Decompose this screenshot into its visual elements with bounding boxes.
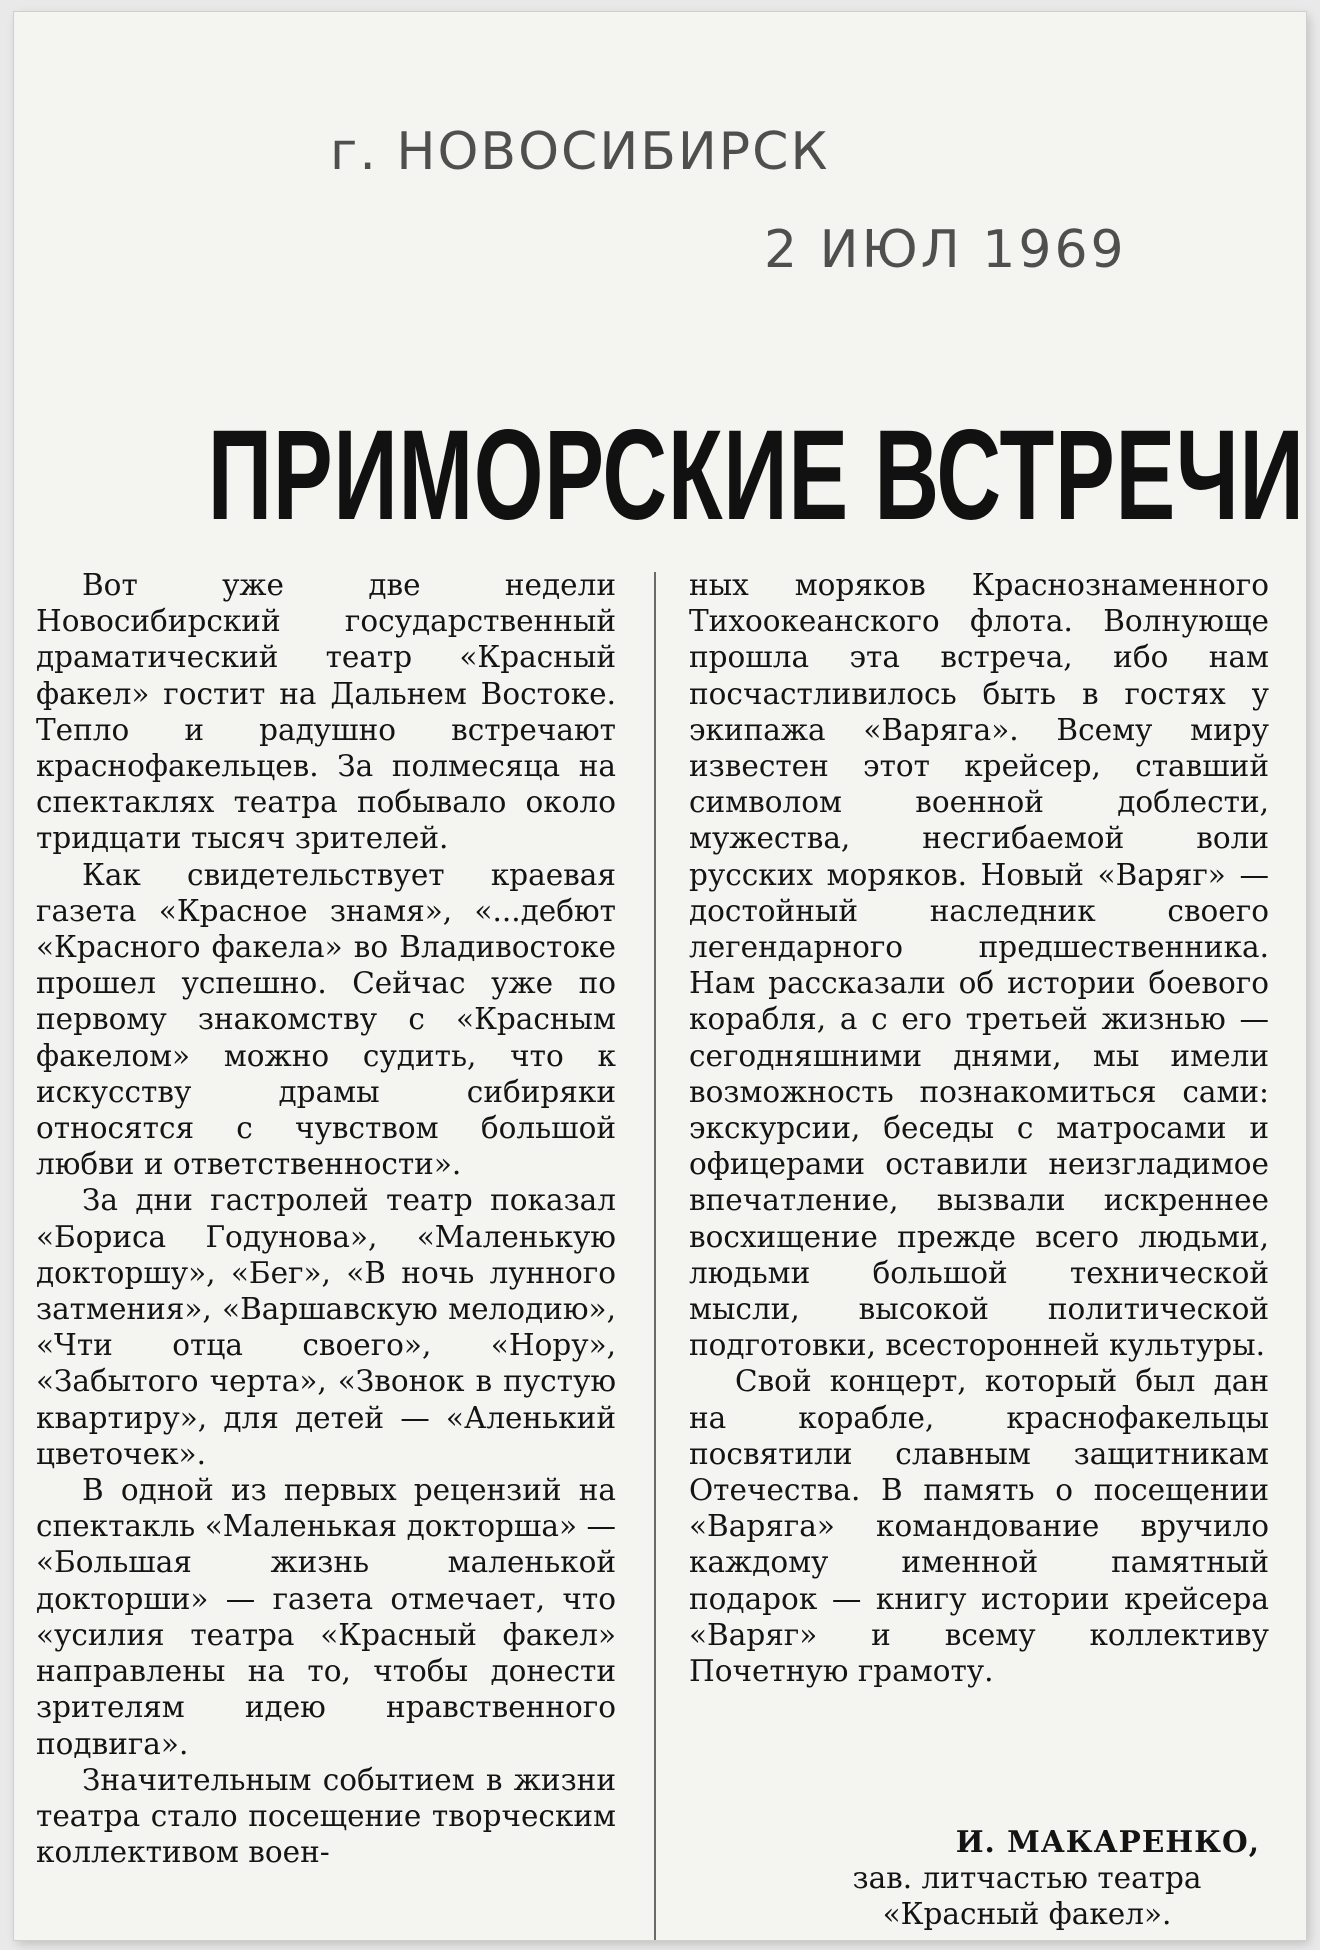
article-left-column <box>36 567 616 1870</box>
newspaper-clipping <box>14 12 1306 1940</box>
paragraph-2: Как свидетельствует краевая газета «Красное знамя», «...дебют «Красного факела» во Владивостоке прошел успешно. Сейчас уже по первому знакомству с «Красным факелом» можно судить, что к искусству драмы сибиряки относятся с чувством большой любви и ответственности». <box>36 857 616 1182</box>
author-signature <box>774 1824 1260 1932</box>
author-name: И. МАКАРЕНКО, <box>955 1824 1260 1859</box>
paragraph-3: За дни гастролей театр показал «Бориса Годунова», «Маленькую докторшу», «Бег», «В ночь лунного затмения», «Варшавскую мелодию», «Чти отца своего», «Нору», «Забытого черта», «Звонок в пустую квартиру», для детей — «Аленький цветочек». <box>36 1183 616 1471</box>
author-role: зав. литчастью театра <box>852 1861 1202 1895</box>
article-right-column <box>689 567 1269 1689</box>
column-divider <box>654 572 656 1940</box>
paragraph-1: Вот уже две недели Новосибирский государственный драматический театр «Красный факел» гостит на Дальнем Востоке. Тепло и радушно встречают краснофакельцев. За полмесяца на спектаклях театра побывало около тридцати тысяч зрителей. <box>36 568 616 856</box>
author-theatre: «Красный факел». <box>882 1897 1172 1931</box>
article-headline: ПРИМОРСКИЕ ВСТРЕЧИ <box>207 404 1305 547</box>
paragraph-5-continued: ных моряков Краснознаменного Тихоокеанского флота. Волнующе прошла эта встреча, ибо нам посчастливилось быть в гостях у экипажа «Варяга». Всему миру известен этот крейсер, ставший символом военной доблести, мужества, несгибаемой воли русских моряков. Новый «Варяг» — достойный наследник своего легендарного предшественника. Нам рассказали об истории боевого корабля, а с его третьей жизнью — сегодняшними днями, мы имели возможность познакомиться сами: экскурсии, беседы с матросами и офицерами оставили неизгладимое впечатление, вызвали искреннее восхищение прежде всего людьми, людьми большой технической мысли, высокой политической подготовки, всесторонней культуры. <box>689 568 1269 1363</box>
paragraph-6: Свой концерт, который был дан на корабле, краснофакельцы посвятили славным защитникам Отечества. В память о посещении «Варяга» командование вручило каждому именной памятный подарок — книгу истории крейсера «Варяг» и всему коллективу Почетную грамоту. <box>689 1364 1269 1689</box>
library-stamp-date: 2 ИЮЛ 1969 <box>764 220 1127 280</box>
library-stamp-city: г. НОВОСИБИРСК <box>330 122 830 182</box>
paragraph-4: В одной из первых рецензий на спектакль «Маленькая докторша» — «Большая жизнь маленькой докторши» — газета отмечает, что «усилия театра «Красный факел» направлены на то, чтобы донести зрителям идею нравственного подвига». <box>36 1473 616 1761</box>
paragraph-5: Значительным событием в жизни театра стало посещение творческим коллективом воен- <box>36 1762 616 1870</box>
